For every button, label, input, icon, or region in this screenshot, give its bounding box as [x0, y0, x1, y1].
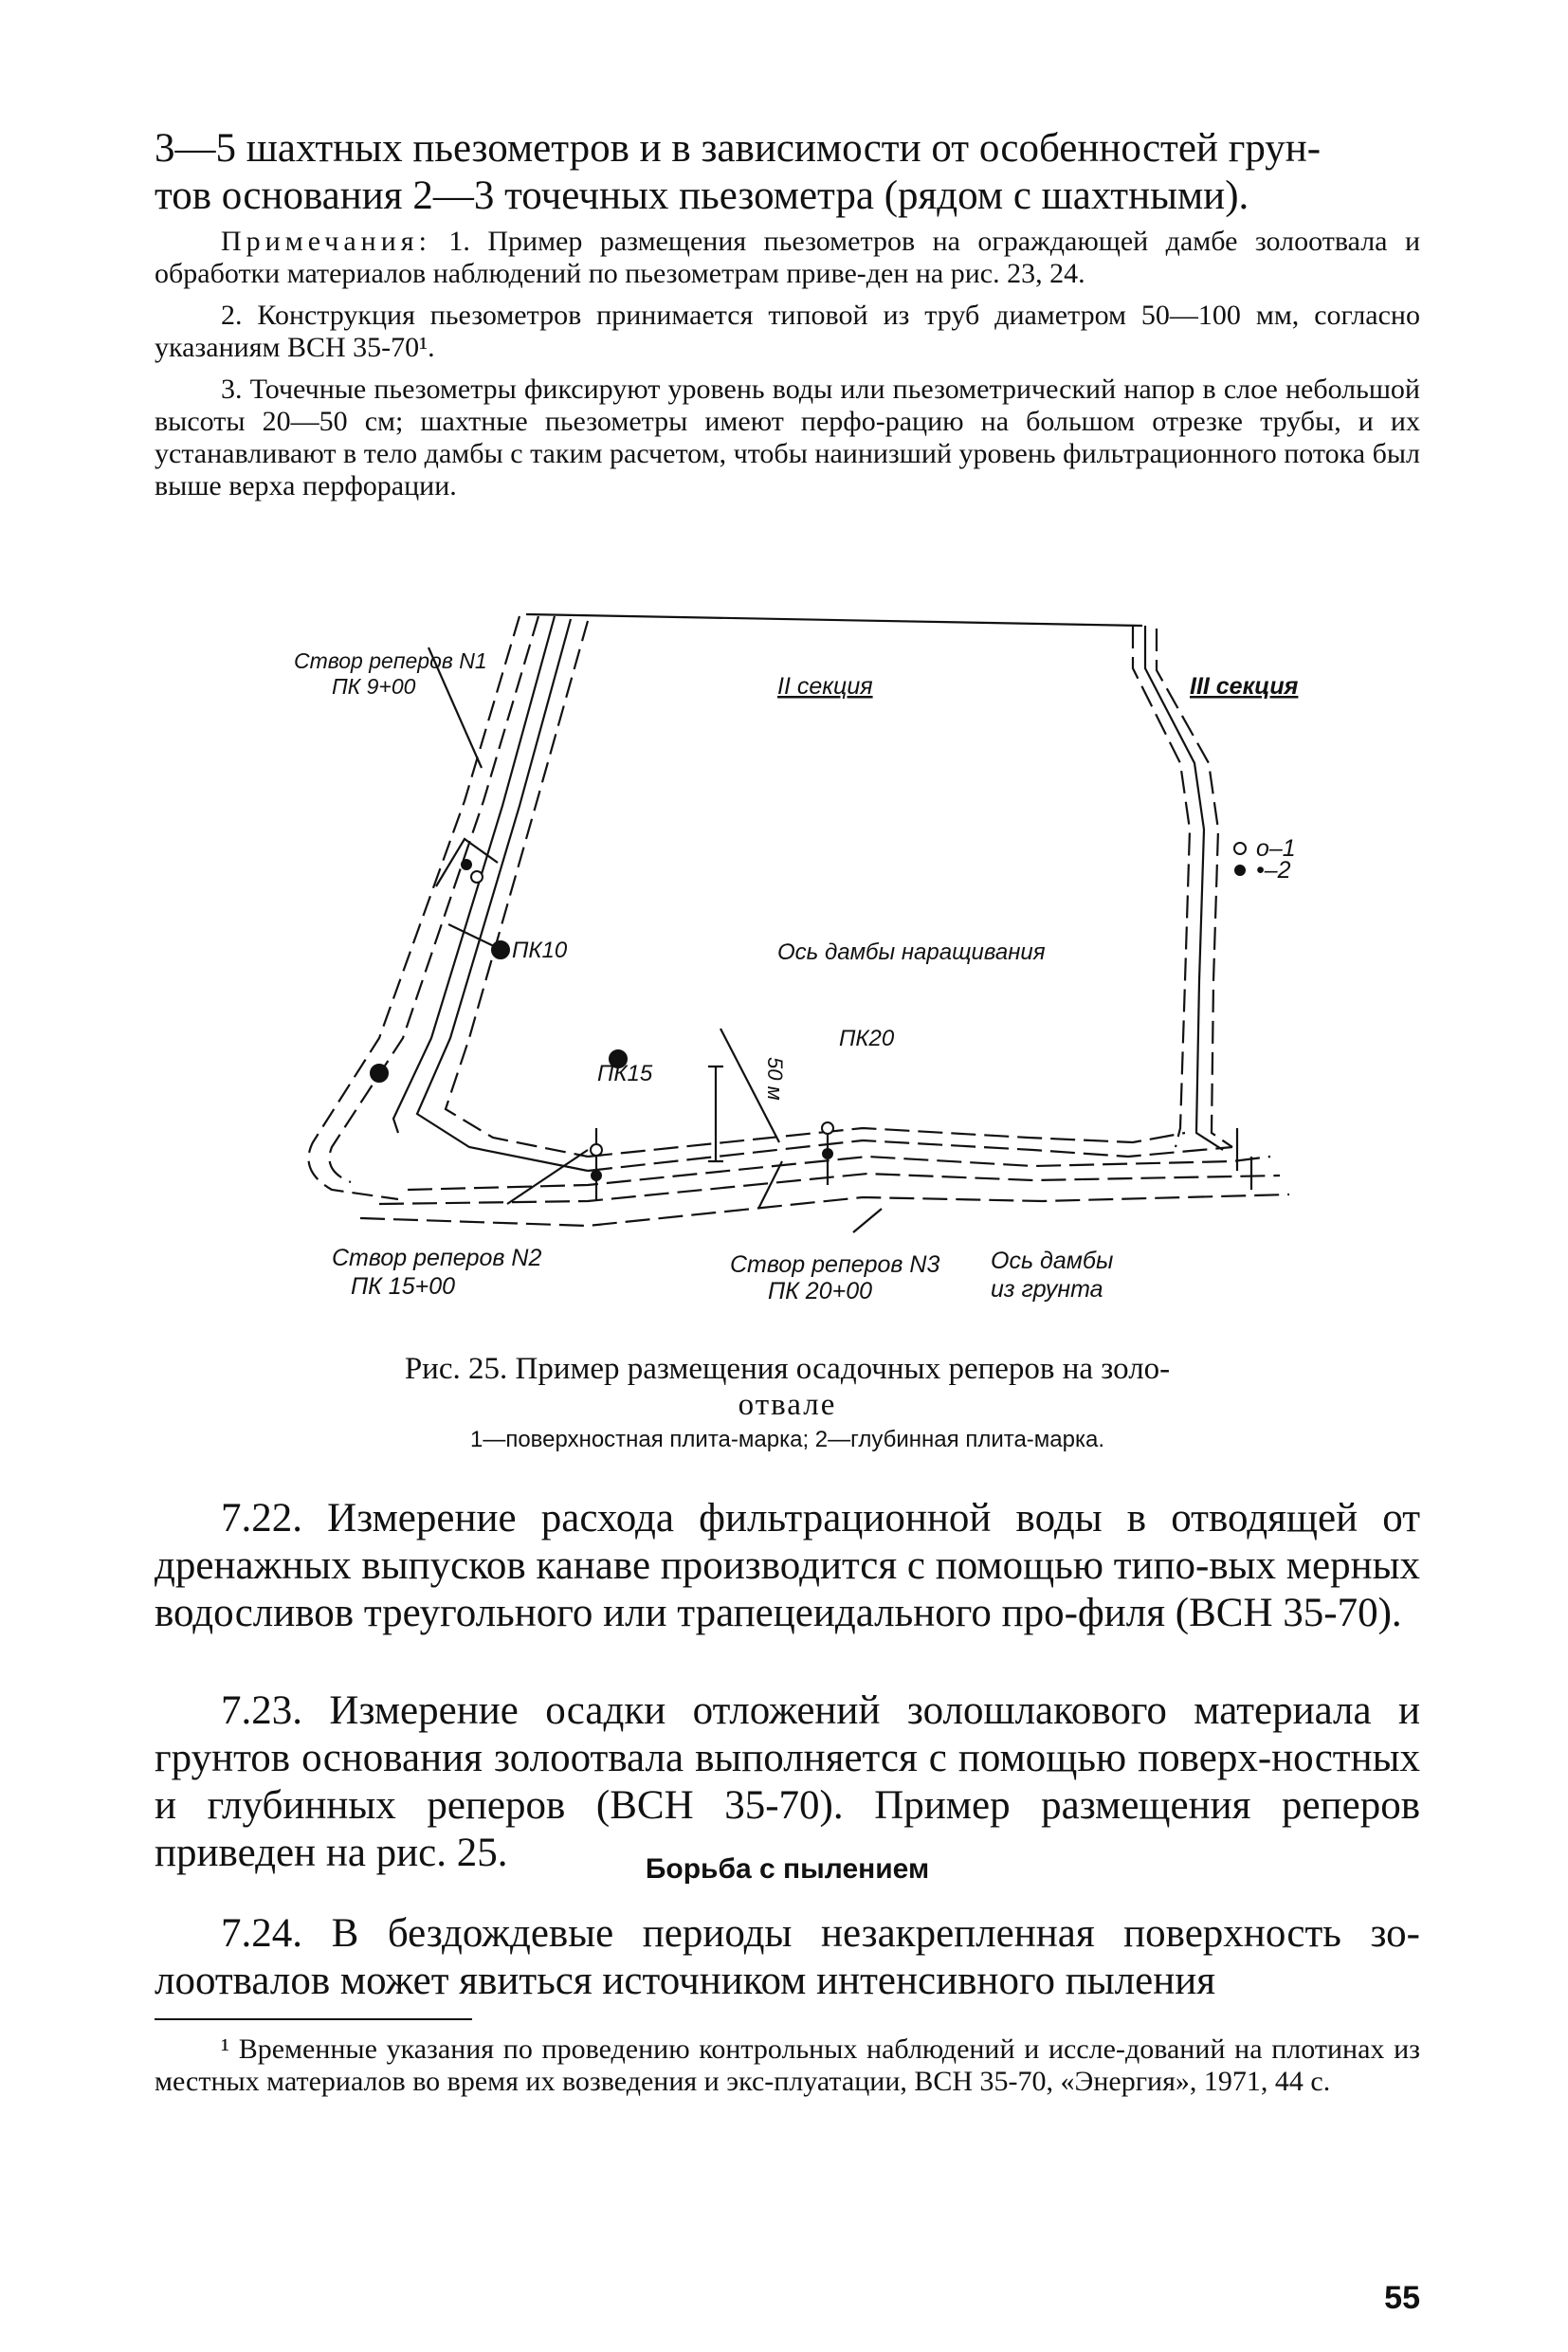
legend-surface-marker	[1234, 843, 1246, 854]
label-gk20: ПК20	[839, 1026, 895, 1051]
note-1-text: 1. Пример размещения пьезометров на ограждающей дамбе золоотвала и обработки материалов наблюдений по пьезометрам приве-ден на рис. 23, 24.	[155, 226, 1420, 289]
footnote-text: ¹ Временные указания по проведению контрольных наблюдений и иссле-дований на плотинах из местных материалов во время их возведения и экс-плуатации, ВСН 35-70, «Энергия», 1971, 44 с.	[155, 2033, 1420, 2097]
section-heading: Борьба с пылением	[645, 1853, 930, 1885]
para-7-24	[155, 1910, 1420, 2005]
notes-block	[155, 226, 1420, 502]
right-dashed-2	[1157, 629, 1232, 1147]
label-section-2: II секция	[777, 673, 873, 700]
label-gk2000: ПК 20+00	[768, 1278, 873, 1304]
para-7-23	[155, 1687, 1420, 1877]
marker-surface-stvor3	[822, 1122, 833, 1134]
label-gk15: ПК15	[597, 1061, 653, 1086]
caption-line-2: отвале	[738, 1388, 837, 1422]
figure-caption	[155, 1351, 1420, 1457]
marker-deep-stvor3	[823, 1149, 832, 1158]
marker-deep-stvor1	[462, 860, 471, 869]
caption-line-1: Рис. 25. Пример размещения осадочных реперов на золо-	[404, 1352, 1171, 1386]
marker-gk15-point	[371, 1065, 388, 1082]
label-axis-soil-1: Ось дамбы	[991, 1248, 1114, 1274]
para-7-22	[155, 1495, 1420, 1637]
marker-surface-stvor1	[471, 871, 483, 883]
notes-label: Примечания:	[221, 226, 431, 257]
para-7-23-text: 7.23. Измерение осадки отложений золошлакового материала и грунтов основания золоотвала выполняется с помощью поверх-ностных и глубинных реперов (ВСН 35-70). Пример размещения реперов приведен на рис. 25.	[155, 1688, 1420, 1875]
label-stvor2: Створ реперов N2	[332, 1245, 542, 1271]
bottom-line-1	[588, 1140, 1232, 1171]
intro-paragraph	[155, 125, 1420, 220]
left-inner-dashed	[446, 621, 588, 1157]
label-gk1500: ПК 15+00	[351, 1273, 456, 1300]
footnote-rule	[155, 2018, 472, 2020]
label-gk9: ПК 9+00	[332, 674, 416, 699]
left-outer-dashed	[309, 616, 520, 1199]
label-axis-build: Ось дамбы наращивания	[777, 939, 1046, 965]
marker-deep-stvor2	[592, 1171, 601, 1180]
para-7-24-text: 7.24. В бездождевые периоды незакрепленная поверхность зо-лоотвалов может явиться источником интенсивного пыления	[155, 1911, 1420, 2003]
label-axis-soil-2: из грунта	[991, 1276, 1103, 1303]
legend-1: o–1	[1256, 835, 1296, 862]
leader-axis-soil	[853, 1209, 882, 1232]
leader-gk10	[448, 924, 498, 948]
note-1	[155, 226, 1420, 290]
label-50m: 50 м	[763, 1057, 787, 1101]
note-2: 2. Конструкция пьезометров принимается типовой из труб диаметром 50—100 мм, согласно указаниям ВСН 35-70¹.	[155, 300, 1420, 363]
legend-deep-marker	[1235, 866, 1245, 875]
marker-surface-stvor2	[591, 1144, 602, 1156]
label-gk10: ПК10	[512, 938, 568, 963]
left-mid-dashed	[330, 616, 539, 1182]
figure-25-diagram	[275, 602, 1308, 1322]
label-stvor1: Створ реперов N1	[294, 648, 487, 673]
bottom-line-5	[360, 1194, 1289, 1226]
page-number: 55	[1384, 2280, 1420, 2316]
top-boundary-line	[526, 614, 1142, 626]
legend-2: •–2	[1256, 857, 1291, 884]
left-solid-2	[417, 619, 588, 1171]
caption-sub: 1—поверхностная плита-марка; 2—глубинная плита-марка.	[469, 1427, 1105, 1452]
label-stvor3: Створ реперов N3	[730, 1251, 940, 1278]
intro-line-1: 3—5 шахтных пьезометров и в зависимости от особенностей грун-	[155, 126, 1322, 171]
para-7-22-text: 7.22. Измерение расхода фильтрационной воды в отводящей от дренажных выпусков канаве производится с помощью типо-вых мерных водосливов треугольного или трапецеидального про-филя (ВСН 35-70).	[155, 1496, 1420, 1635]
intro-line-2: тов основания 2—3 точечных пьезометра (рядом с шахтными).	[155, 173, 1249, 218]
label-section-3: III секция	[1190, 673, 1299, 700]
note-3: 3. Точечные пьезометры фиксируют уровень воды или пьезометрический напор в слое небольшой высоты 20—50 см; шахтные пьезометры имеют перфо-рацию на большом отрезке трубы, и их устанавливают в тело дамбы с таким расчетом, чтобы наинизший уровень фильтрационного потока был выше верха перфорации.	[155, 374, 1420, 501]
right-dashed-1	[1133, 626, 1190, 1147]
marker-gk10-point	[492, 941, 509, 958]
footnote	[155, 2033, 1420, 2098]
right-solid	[1145, 626, 1223, 1150]
